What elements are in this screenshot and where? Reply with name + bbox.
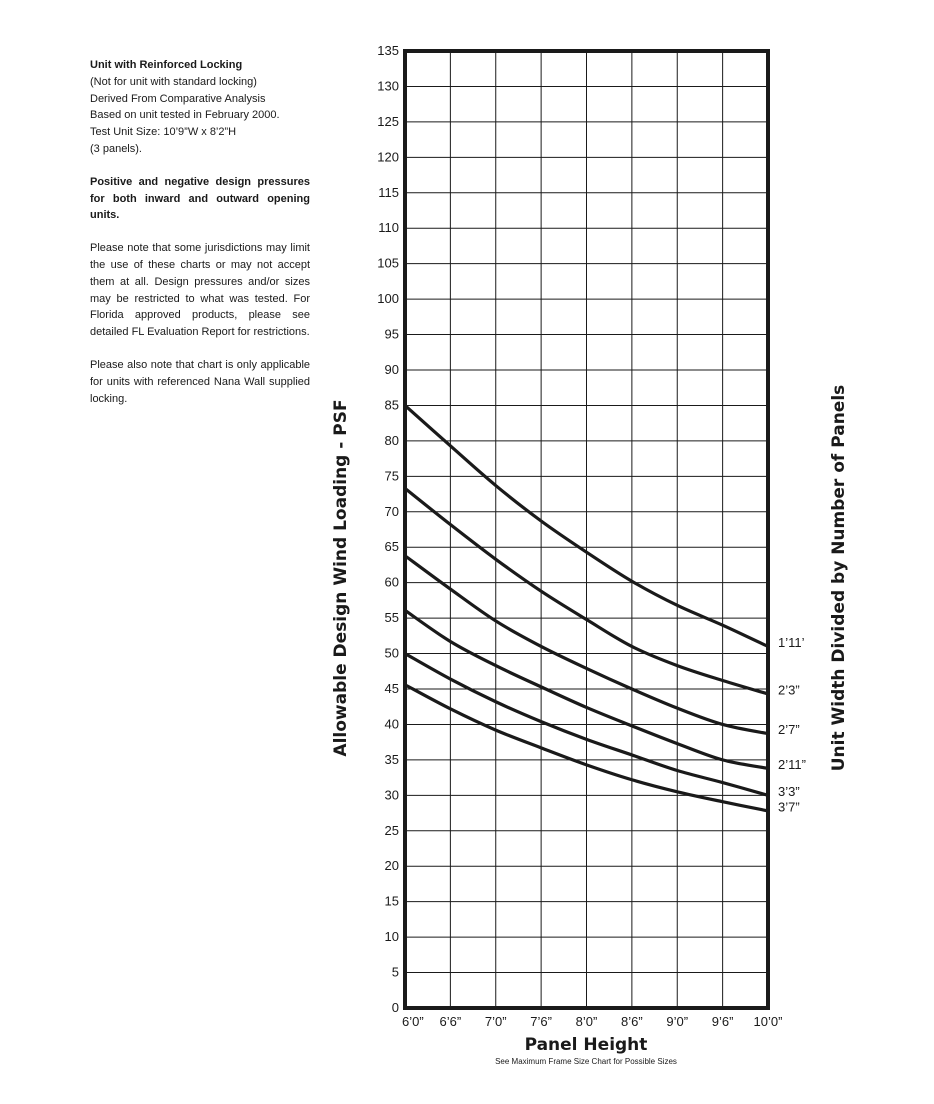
y-tick-labels (377, 43, 399, 1015)
notes-jurisdictions: Please note that some jurisdictions may limit the use of these charts or may not accept them at all. Design pressures and/or sizes may be restricted to what was tested. For Florida approved products, please see detailed FL Evaluation Report for restrictions. (90, 242, 310, 339)
notes-title: Unit with Reinforced Locking (90, 59, 243, 71)
notes-line: Derived From Comparative Analysis (90, 92, 266, 105)
x-tick-label: 7’0” (484, 1014, 507, 1029)
y-tick-label: 65 (384, 539, 399, 555)
series-label: 3’7” (778, 799, 800, 815)
y-tick-label: 120 (377, 149, 399, 165)
notes-design-pressures: Positive and negative design pressures for both inward and outward opening units. (90, 175, 310, 222)
y-tick-label: 0 (391, 1000, 399, 1015)
y-tick-label: 85 (384, 397, 399, 413)
y-tick-label: 55 (384, 610, 399, 626)
x-tick-label: 7’6” (530, 1014, 552, 1029)
series-label: 1’11’ (778, 634, 805, 650)
y-tick-label: 35 (384, 751, 399, 767)
y-tick-label: 110 (378, 220, 399, 236)
x-tick-label: 6’0” (402, 1014, 424, 1029)
notes-locking: Please also note that chart is only applicable for units with referenced Nana Wall supplied locking. (90, 358, 310, 405)
y-axis-title: Allowable Design Wind Loading - PSF (331, 399, 351, 757)
series-label: 2’11” (778, 756, 806, 772)
y-tick-label: 115 (378, 184, 399, 200)
y-tick-label: 130 (377, 78, 399, 94)
series-label: 2’7” (778, 722, 800, 738)
y-tick-label: 25 (384, 822, 399, 838)
y-tick-label: 75 (384, 468, 399, 484)
y-tick-label: 10 (384, 929, 399, 945)
y-tick-label: 60 (384, 574, 399, 590)
y-tick-label: 15 (384, 893, 399, 909)
x-tick-label: 9’0” (666, 1014, 689, 1029)
y-tick-label: 50 (384, 645, 399, 661)
y-tick-label: 45 (384, 681, 399, 696)
y-tick-label: 135 (377, 43, 399, 58)
notes-line: Based on unit tested in February 2000. (90, 109, 280, 122)
y-tick-label: 70 (384, 503, 399, 519)
y-tick-label: 5 (391, 964, 399, 980)
y-tick-label: 20 (384, 858, 399, 874)
x-tick-label: 10’0” (753, 1014, 783, 1029)
x-tick-labels (402, 1014, 782, 1029)
y-tick-label: 100 (377, 291, 399, 307)
series-label: 3’3” (778, 783, 800, 799)
y-tick-label: 125 (377, 113, 399, 129)
right-axis-title: Unit Width Divided by Number of Panels (829, 384, 849, 772)
x-tick-label: 6’6” (439, 1014, 462, 1029)
y-tick-label: 105 (377, 255, 399, 271)
y-tick-label: 95 (384, 326, 399, 342)
notes-line: (3 panels). (90, 142, 142, 155)
notes-line: (Not for unit with standard locking) (90, 75, 257, 88)
y-tick-label: 80 (384, 432, 399, 448)
y-tick-label: 90 (384, 362, 399, 377)
series-label: 2’3” (778, 682, 800, 698)
x-tick-label: 8’6” (621, 1014, 643, 1029)
y-tick-label: 40 (384, 716, 399, 732)
notes-line: Test Unit Size: 10’9”W x 8’2”H (90, 126, 237, 139)
x-axis-title: Panel Height (524, 1035, 648, 1055)
y-tick-label: 30 (384, 787, 399, 803)
chart-footnote: See Maximum Frame Size Chart for Possible Sizes (495, 1057, 677, 1066)
x-tick-label: 8’0” (575, 1014, 598, 1029)
x-tick-label: 9’6” (711, 1014, 734, 1029)
chart-grid (405, 51, 768, 1008)
series-labels (778, 635, 806, 814)
